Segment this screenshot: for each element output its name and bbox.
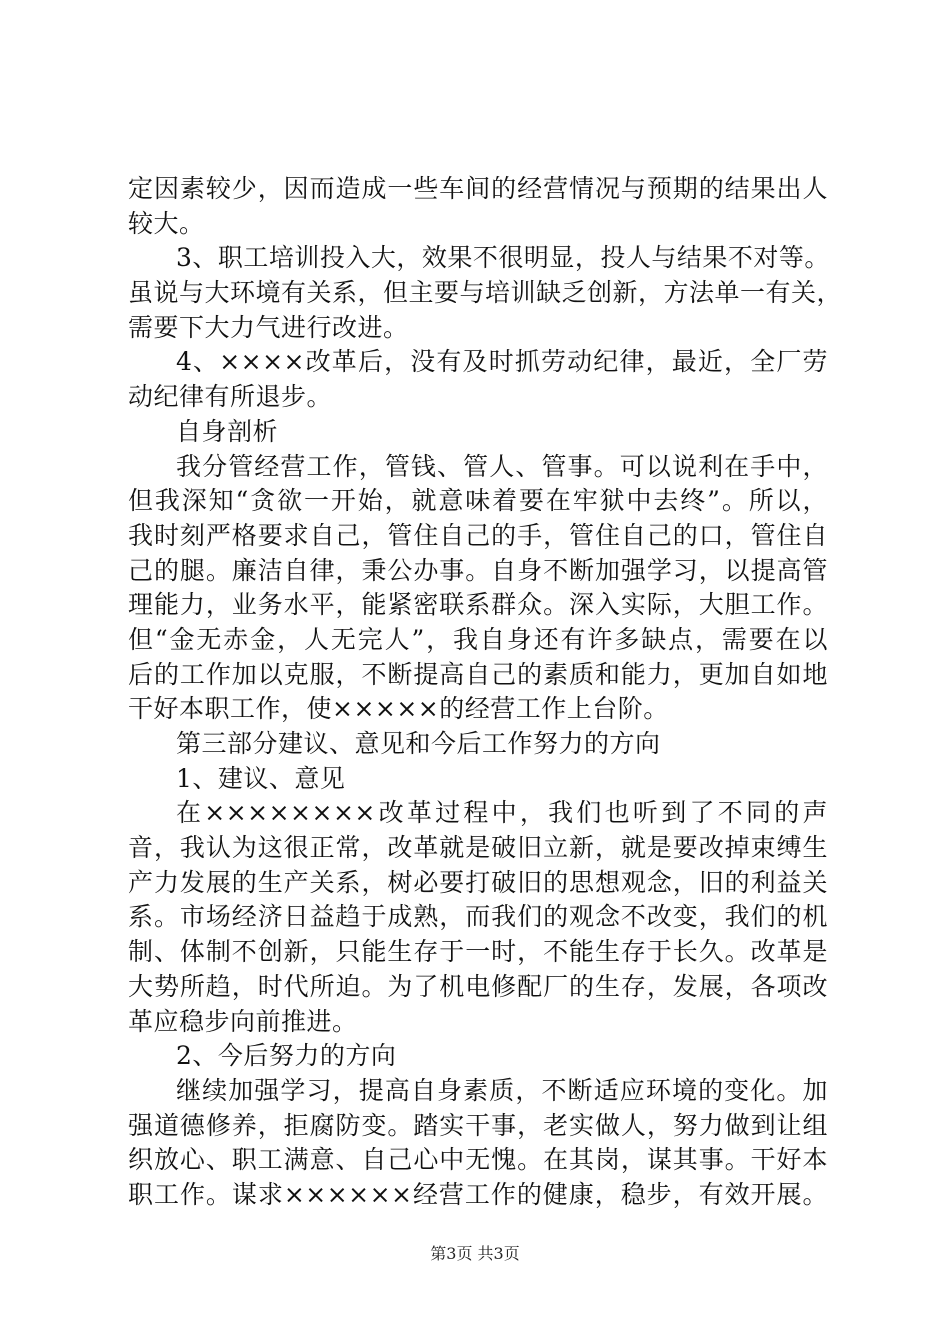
text-line: 己的腿。廉洁自律，秉公办事。自身不断加强学习，以提高管 (128, 555, 828, 585)
text-line: 较大。 (128, 208, 205, 238)
text-line: 4、××××改革后，没有及时抓劳动纪律，最近，全厂劳 (176, 347, 828, 377)
section-heading: 自身剖析 (176, 416, 279, 446)
document-body (128, 172, 843, 1213)
text-line: 动纪律有所退步。 (128, 382, 333, 412)
text-line: 在××××××××改革过程中，我们也听到了不同的声 (176, 798, 828, 828)
text-line: 需要下大力气进行改进。 (128, 312, 409, 342)
text-line: 干好本职工作，使×××××的经营工作上台阶。 (128, 694, 669, 724)
text-line: 产力发展的生产关系，树必要打破旧的思想观念，旧的利益关 (128, 867, 828, 897)
text-line: 但我深知“贪欲一开始，就意味着要在牢狱中去终”。所以， (128, 486, 828, 516)
text-line: 革应稳步向前推进。 (128, 1006, 358, 1036)
text-line: 虽说与大环境有关系，但主要与培训缺乏创新，方法单一有关， (128, 278, 843, 308)
text-line: 系。市场经济日益趋于成熟，而我们的观念不改变，我们的机 (128, 902, 828, 932)
text-line: 职工作。谋求××××××经营工作的健康，稳步，有效开展。 (128, 1179, 828, 1209)
section-heading: 第三部分建议、意见和今后工作努力的方向 (176, 729, 661, 758)
text-line: 定因素较少，因而造成一些车间的经营情况与预期的结果出人 (128, 174, 828, 203)
text-line: 织放心、职工满意、自己心中无愧。在其岗，谋其事。干好本 (128, 1145, 828, 1175)
text-line: 3、职工培训投入大，效果不很明显，投人与结果不对等。 (176, 243, 830, 273)
text-line: 我时刻严格要求自己，管住自己的手，管住自己的口，管住自 (128, 520, 828, 550)
text-line: 音，我认为这很正常，改革就是破旧立新，就是要改掉束缚生 (128, 833, 828, 863)
text-line: 强道德修养，拒腐防变。踏实干事，老实做人，努力做到让组 (128, 1110, 828, 1140)
page-number: 第3页 共3页 (430, 1244, 520, 1263)
subsection-heading: 2、今后努力的方向 (176, 1041, 397, 1071)
text-line: 后的工作加以克服，不断提高自己的素质和能力，更加自如地 (128, 659, 828, 689)
text-line: 理能力，业务水平，能紧密联系群众。深入实际，大胆工作。 (128, 590, 828, 620)
text-line: 制、体制不创新，只能生存于一时，不能生存于长久。改革是 (128, 937, 828, 967)
text-line: 大势所趋，时代所迫。为了机电修配厂的生存，发展，各项改 (128, 971, 828, 1001)
text-line: 我分管经营工作，管钱、管人、管事。可以说利在手中， (176, 451, 828, 481)
text-line: 但“金无赤金，人无完人”，我自身还有许多缺点，需要在以 (128, 624, 828, 654)
subsection-heading: 1、建议、意见 (176, 763, 346, 793)
text-line: 继续加强学习，提高自身素质，不断适应环境的变化。加 (176, 1075, 828, 1105)
